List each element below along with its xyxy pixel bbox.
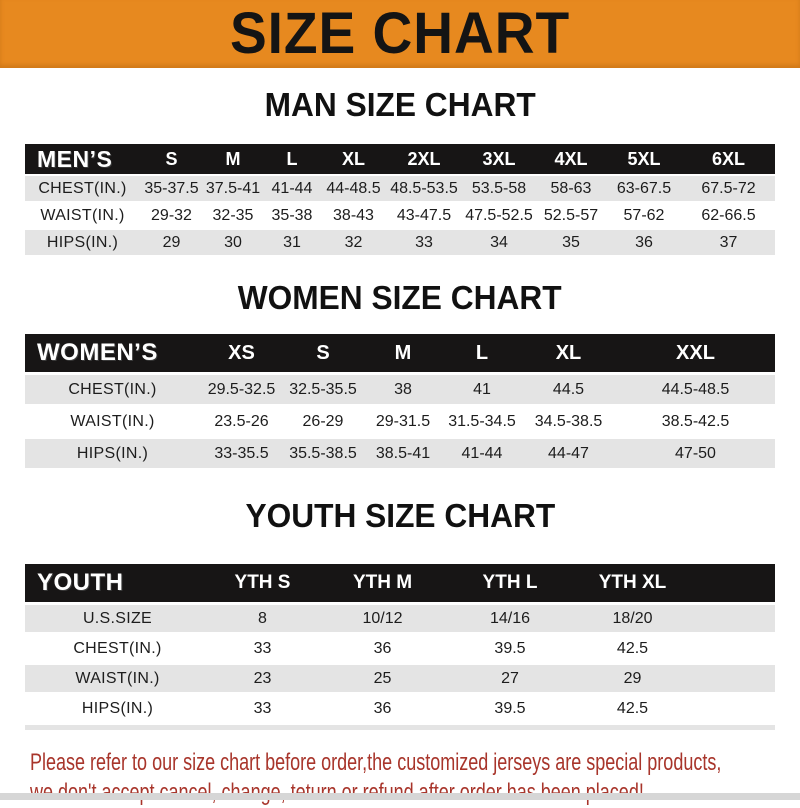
youth-header-row [25,564,775,602]
size-column-header: YTH S [210,564,315,602]
table-row [25,635,775,662]
size-value-cell: 67.5-72 [682,176,775,201]
table-row [25,407,775,436]
table-row [25,439,775,468]
size-value-cell: 63-67.5 [606,176,682,201]
size-chart-banner [0,0,800,68]
size-column-header: S [283,334,363,372]
size-value-cell: 25 [315,665,450,692]
size-value-cell: 36 [315,695,450,722]
measurement-row-label: WAIST(IN.) [25,407,200,436]
size-column-header: XXL [616,334,775,372]
table-row [25,375,775,404]
size-column-header: XL [321,144,386,174]
size-column-header: XS [200,334,283,372]
size-value-cell: 18/20 [570,605,695,632]
size-value-cell: 41-44 [443,439,521,468]
size-value-cell: 39.5 [450,635,570,662]
size-column-header: 3XL [462,144,536,174]
measurement-row-label: WAIST(IN.) [25,665,210,692]
youth-section-title: YOUTH SIZE CHART [245,497,555,534]
size-value-cell: 41 [443,375,521,404]
size-value-cell: 10/12 [315,605,450,632]
measurement-row-label: CHEST(IN.) [25,176,140,201]
man-section-title: MAN SIZE CHART [264,86,536,123]
size-value-cell: 33 [210,695,315,722]
size-value-cell: 36 [315,635,450,662]
size-column-header: 5XL [606,144,682,174]
size-value-cell: 38.5-42.5 [616,407,775,436]
women-size-table [25,331,775,471]
size-value-cell: 38 [363,375,443,404]
empty-cell [695,665,775,692]
size-value-cell: 31.5-34.5 [443,407,521,436]
size-value-cell: 31 [263,230,321,255]
youth-table-bottom-strip [25,725,775,730]
size-value-cell: 33 [386,230,462,255]
size-value-cell: 30 [203,230,263,255]
bottom-edge-strip [0,793,800,800]
size-value-cell: 29 [570,665,695,692]
measurement-row-label: HIPS(IN.) [25,695,210,722]
size-value-cell: 58-63 [536,176,606,201]
table-row [25,230,775,255]
size-column-header: S [140,144,203,174]
table-corner-label: WOMEN’S [25,334,200,372]
size-value-cell: 47-50 [616,439,775,468]
table-row [25,203,775,228]
size-value-cell: 35-38 [263,203,321,228]
size-value-cell: 38.5-41 [363,439,443,468]
size-column-header: 4XL [536,144,606,174]
size-value-cell: 29 [140,230,203,255]
size-value-cell: 44.5-48.5 [616,375,775,404]
women-section-title: WOMEN SIZE CHART [238,279,562,316]
size-value-cell: 53.5-58 [462,176,536,201]
size-value-cell: 32 [321,230,386,255]
size-value-cell: 23.5-26 [200,407,283,436]
size-column-header: 2XL [386,144,462,174]
empty-cell [695,605,775,632]
size-value-cell: 29-32 [140,203,203,228]
size-column-header: YTH M [315,564,450,602]
size-value-cell: 14/16 [450,605,570,632]
women-header-row [25,334,775,372]
size-value-cell: 38-43 [321,203,386,228]
size-value-cell: 34 [462,230,536,255]
size-column-header: M [363,334,443,372]
banner-title: SIZE CHART [229,1,571,66]
measurement-row-label: CHEST(IN.) [25,375,200,404]
size-value-cell: 47.5-52.5 [462,203,536,228]
size-value-cell: 37.5-41 [203,176,263,201]
size-value-cell: 23 [210,665,315,692]
size-value-cell: 52.5-57 [536,203,606,228]
size-value-cell: 34.5-38.5 [521,407,616,436]
size-value-cell: 32-35 [203,203,263,228]
size-value-cell: 43-47.5 [386,203,462,228]
size-value-cell: 35.5-38.5 [283,439,363,468]
size-value-cell: 36 [606,230,682,255]
size-value-cell: 29.5-32.5 [200,375,283,404]
size-value-cell: 33 [210,635,315,662]
size-column-header: 6XL [682,144,775,174]
size-value-cell: 32.5-35.5 [283,375,363,404]
table-row [25,176,775,201]
table-corner-label: YOUTH [25,564,210,602]
table-row [25,605,775,632]
size-value-cell: 44-47 [521,439,616,468]
size-value-cell: 44-48.5 [321,176,386,201]
size-value-cell: 26-29 [283,407,363,436]
table-corner-label: MEN’S [25,144,140,174]
youth-size-table [25,561,775,725]
men-size-table [25,142,775,257]
size-value-cell: 62-66.5 [682,203,775,228]
table-row [25,665,775,692]
size-value-cell: 37 [682,230,775,255]
size-value-cell: 39.5 [450,695,570,722]
size-value-cell: 35-37.5 [140,176,203,201]
measurement-row-label: CHEST(IN.) [25,635,210,662]
size-column-header: M [203,144,263,174]
empty-cell [695,635,775,662]
size-value-cell: 42.5 [570,695,695,722]
size-value-cell: 35 [536,230,606,255]
size-value-cell: 57-62 [606,203,682,228]
size-column-header: YTH XL [570,564,695,602]
size-value-cell: 42.5 [570,635,695,662]
size-value-cell: 41-44 [263,176,321,201]
empty-header-cell [695,564,775,602]
size-value-cell: 27 [450,665,570,692]
size-column-header: L [443,334,521,372]
measurement-row-label: U.S.SIZE [25,605,210,632]
size-column-header: L [263,144,321,174]
table-row [25,695,775,722]
size-column-header: XL [521,334,616,372]
size-value-cell: 48.5-53.5 [386,176,462,201]
size-value-cell: 8 [210,605,315,632]
men-header-row [25,144,775,174]
size-value-cell: 29-31.5 [363,407,443,436]
footer-note-line-1: Please refer to our size chart before order,the customized jerseys are special products, [30,749,722,776]
measurement-row-label: WAIST(IN.) [25,203,140,228]
size-value-cell: 33-35.5 [200,439,283,468]
measurement-row-label: HIPS(IN.) [25,439,200,468]
size-value-cell: 44.5 [521,375,616,404]
measurement-row-label: HIPS(IN.) [25,230,140,255]
size-column-header: YTH L [450,564,570,602]
empty-cell [695,695,775,722]
